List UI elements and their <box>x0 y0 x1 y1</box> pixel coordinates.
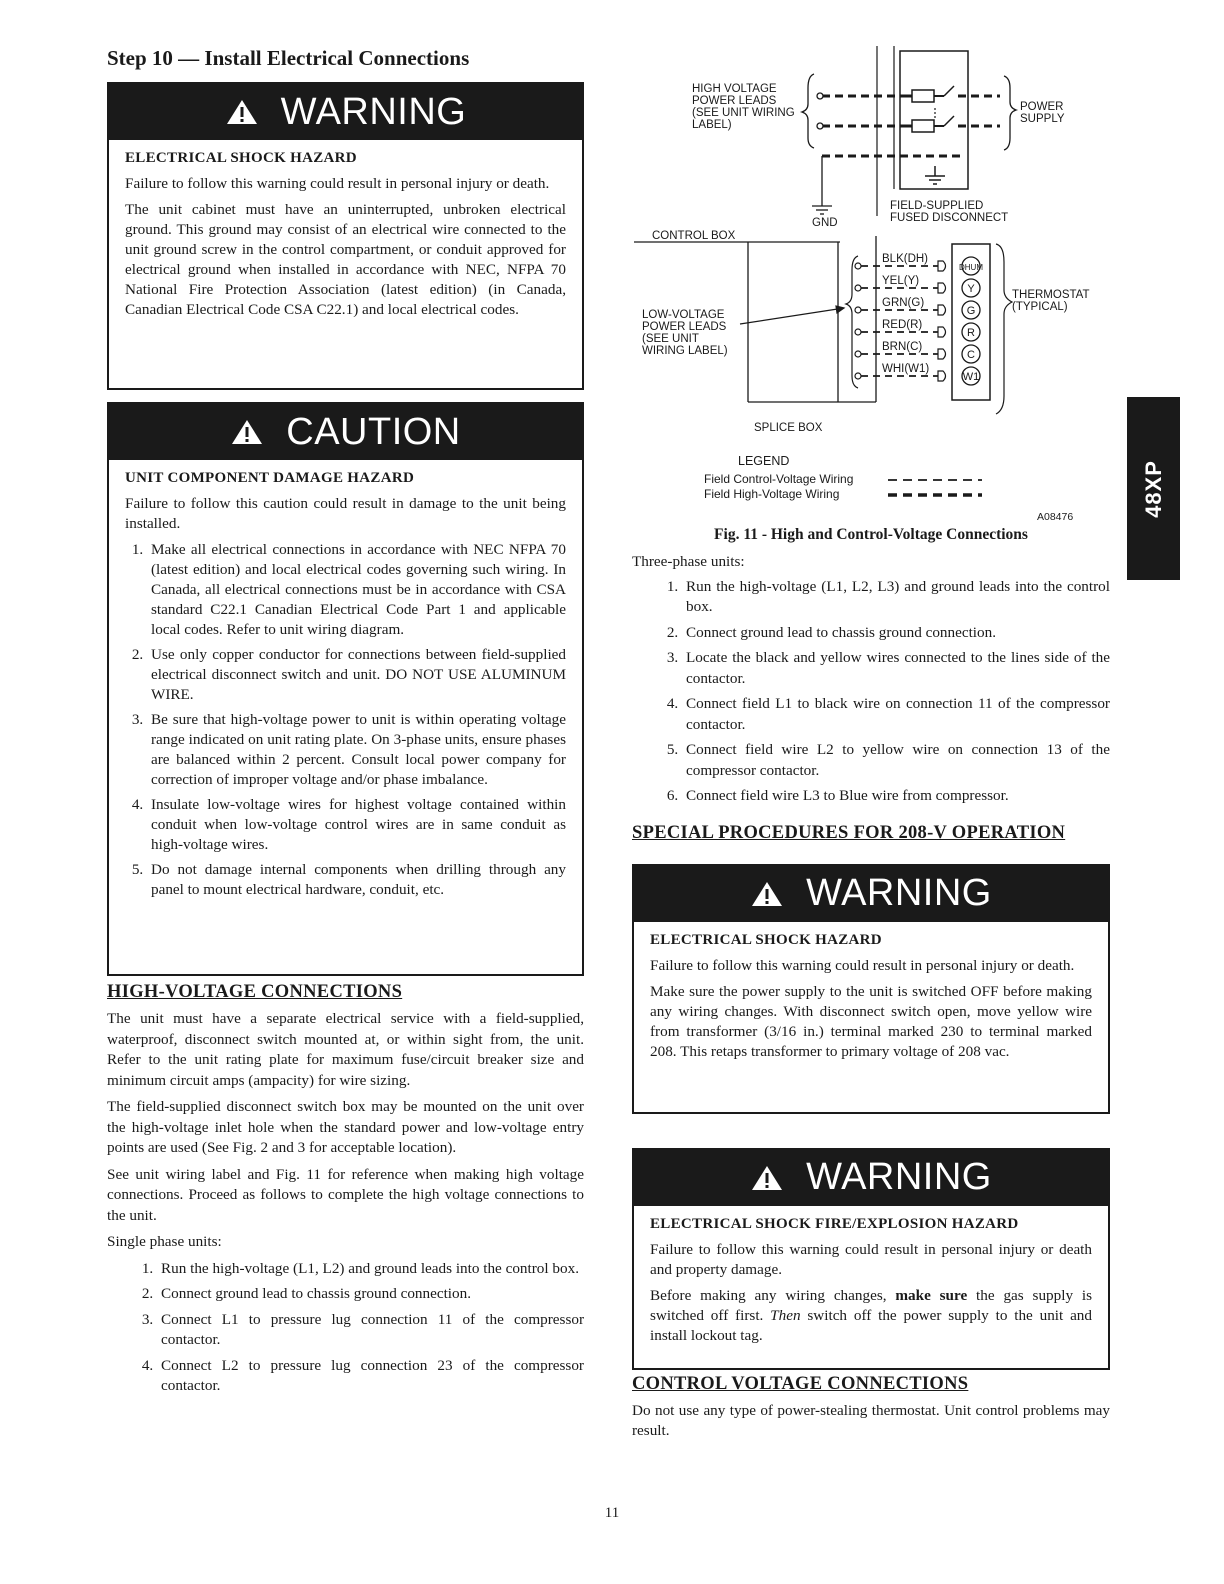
wire-color-label: YEL(Y) <box>882 275 920 287</box>
warning-subtitle: ELECTRICAL SHOCK HAZARD <box>650 931 882 948</box>
hv-connections-body <box>107 1009 584 1397</box>
warning-paragraph-lockout <box>650 1286 1092 1346</box>
wire-color-label: WHI(W1) <box>882 363 930 375</box>
hv-connections-heading: HIGH-VOLTAGE CONNECTIONS <box>107 982 403 1002</box>
list-item: 3. Be sure that high-voltage power to unit is within operating voltage range indicated on unit rating plate. On 3-phase units, ensure phases are balanced within 2 percent. Consult local power company for correction of improper voltage and/or phase imbalance. <box>147 710 566 790</box>
hv-leads-label: (SEE UNIT WIRING <box>692 107 795 119</box>
three-phase-list <box>632 577 1110 807</box>
warning-subtitle: ELECTRICAL SHOCK FIRE/EXPLOSION HAZARD <box>650 1215 1019 1232</box>
power-supply-label: POWER <box>1020 101 1064 113</box>
warning-paragraph: The unit cabinet must have an uninterrupted, unbroken electrical ground. This ground may consist of an electrical wire connected to the unit ground screw in the control compartment, or conduit approved for electrical ground when installed in accordance with NEC, NFPA 70 National Fire Protection Association (latest edition) (in Canada, Canadian Electrical Code CSA C22.1) and local electrical codes. <box>125 201 566 318</box>
figure-caption: Fig. 11 - High and Control-Voltage Connections <box>714 526 1028 543</box>
hv-leads-label: HIGH VOLTAGE <box>692 83 777 95</box>
step-title: Step 10 — Install Electrical Connections <box>107 46 470 70</box>
warning-paragraph: Failure to follow this warning could result in personal injury or death. <box>650 956 1075 974</box>
emphasis-text: make sure <box>895 1286 968 1304</box>
warning-box-208v <box>632 864 1110 1114</box>
terminal-label: Y <box>967 283 975 295</box>
caution-header-text: CAUTION <box>286 410 461 453</box>
left-column <box>107 46 584 1402</box>
warning-triangle-icon <box>750 1164 784 1192</box>
list-item: 2. Connect ground lead to chassis ground connection. <box>157 1284 584 1305</box>
text-run: Before making any wiring changes, <box>650 1286 896 1304</box>
warning-box-electrical-shock <box>107 82 584 390</box>
warning-box-fire-explosion <box>632 1148 1110 1370</box>
hv-leads-label: POWER LEADS <box>692 95 777 107</box>
list-item: 3. Locate the black and yellow wires connected to the lines side of the contactor. <box>682 648 1110 689</box>
warning-header-text: WARNING <box>806 872 992 914</box>
wire-color-label: RED(R) <box>882 319 923 331</box>
model-side-tab-label: 48XP <box>1140 459 1166 518</box>
caution-box-component-damage <box>107 402 584 976</box>
special-procedures-heading: SPECIAL PROCEDURES FOR 208-V OPERATION <box>632 822 1066 843</box>
lv-leads-label: LOW-VOLTAGE <box>642 309 725 321</box>
list-item: 5. Do not damage internal components when drilling through any panel to mount electrical hardware, conduit, etc. <box>147 860 566 900</box>
wire-row <box>855 253 983 275</box>
lv-leads-label: WIRING LABEL) <box>642 345 728 357</box>
lv-leads-label: POWER LEADS <box>642 321 727 333</box>
wire-row <box>855 275 980 297</box>
hv-paragraph: See unit wiring label and Fig. 11 for reference when making high voltage connections. Proceed as follows to complete the high voltage connections to the unit. <box>107 1165 584 1224</box>
caution-triangle-icon <box>230 418 264 446</box>
model-side-tab <box>1127 397 1180 580</box>
legend-high-label: Field High-Voltage Wiring <box>704 487 840 501</box>
list-item: 5. Connect field wire L2 to yellow wire on connection 13 of the compressor contactor. <box>682 740 1110 781</box>
terminal-label: R <box>967 327 975 339</box>
warning-triangle-icon <box>750 880 784 908</box>
warning-paragraph: Failure to follow this warning could result in personal injury or death. <box>125 175 550 192</box>
list-item: 2. Connect ground lead to chassis ground connection. <box>682 623 1110 644</box>
caution-list <box>125 540 566 900</box>
warning-header-text: WARNING <box>280 90 467 133</box>
disconnect-label: FIELD-SUPPLIED <box>890 200 984 212</box>
legend-control-label: Field Control-Voltage Wiring <box>704 472 854 486</box>
warning-header <box>634 1150 1108 1206</box>
list-item: 1. Run the high-voltage (L1, L2, L3) and ground leads into the control box. <box>682 577 1110 618</box>
single-phase-list <box>107 1259 584 1397</box>
hv-paragraph: The field-supplied disconnect switch box may be mounted on the unit over the high-voltage inlet hole when the standard power and low-voltage entry points are used (See Fig. 2 and 3 for acceptable location). <box>107 1098 584 1156</box>
power-supply-label: SUPPLY <box>1020 113 1065 125</box>
page-number: 11 <box>604 1505 620 1521</box>
terminal-label: W1 <box>962 371 980 383</box>
wire-row <box>855 319 980 341</box>
figure-id: A08476 <box>1037 511 1074 523</box>
warning-body <box>634 922 1108 1078</box>
warning-body <box>634 1206 1108 1362</box>
warning-header-text: WARNING <box>806 1156 992 1198</box>
warning-header <box>634 866 1108 922</box>
list-item: 4. Connect L2 to pressure lug connection 23 of the compressor contactor. <box>157 1356 584 1397</box>
splice-box-label: SPLICE BOX <box>754 422 823 434</box>
wire-row <box>855 297 980 319</box>
control-wire-rows <box>855 253 983 385</box>
disconnect-label: FUSED DISCONNECT <box>890 212 1009 224</box>
control-voltage-text: Do not use any type of power-stealing thermostat. Unit control problems may result. <box>632 1401 1110 1439</box>
list-item: 4. Insulate low-voltage wires for highest voltage contained within conduit when low-voltage control wires are in same conduit as high-voltage wires. <box>147 795 566 855</box>
list-item: 2. Use only copper conductor for connections between field-supplied electrical disconnect switch and unit. DO NOT USE ALUMINUM WIRE. <box>147 645 566 705</box>
control-voltage-heading: CONTROL VOLTAGE CONNECTIONS <box>632 1373 969 1394</box>
warning-body <box>109 140 582 336</box>
hv-paragraph: The unit must have a separate electrical service with a field-supplied, waterproof, disconnect switch mounted at, or within sight from, the unit. Refer to the unit rating plate for maximum fuse/circuit breaker size and minimum circuit amps (ampacity) for wire sizing. <box>107 1010 584 1089</box>
italic-text: Then <box>770 1306 801 1324</box>
wiring-diagram <box>632 46 1110 524</box>
fused-disconnect <box>877 46 968 216</box>
warning-subtitle: ELECTRICAL SHOCK HAZARD <box>125 150 357 166</box>
thermostat-label: THERMOSTAT <box>1012 289 1090 301</box>
wire-color-label: BLK(DH) <box>882 253 929 265</box>
warning-header <box>109 84 582 140</box>
text-run: switch off the power supply to the unit and install lockout tag. <box>650 1306 1092 1344</box>
warning-paragraph: Failure to follow this warning could result in personal injury or death and property damage. <box>650 1240 1092 1278</box>
gnd-label: GND <box>812 217 838 229</box>
warning-triangle-icon <box>225 98 259 126</box>
legend-title: LEGEND <box>738 454 790 468</box>
list-item: 1. Run the high-voltage (L1, L2) and ground leads into the control box. <box>157 1259 584 1280</box>
text-run: the gas supply is switched off first. <box>650 1286 1093 1324</box>
caution-subtitle: UNIT COMPONENT DAMAGE HAZARD <box>125 470 415 486</box>
caution-header <box>109 404 582 460</box>
list-item: 4. Connect field L1 to black wire on connection 11 of the compressor contactor. <box>682 694 1110 735</box>
hv-leads-label: LABEL) <box>692 119 732 131</box>
three-phase-label: Three-phase units: <box>632 553 745 570</box>
terminal-label: C <box>967 349 975 361</box>
single-phase-label: Single phase units: <box>107 1233 222 1250</box>
caution-body <box>109 460 582 915</box>
three-phase-section <box>632 552 1110 807</box>
list-item: 1. Make all electrical connections in accordance with NEC NFPA 70 (latest edition) and local electrical codes governing such wiring. In Canada, all electrical connections must be in accordance with CSA standard C22.1 Canadian Electrical Code Part 1 and applicable local codes. Refer to unit wiring diagram. <box>147 540 566 640</box>
wire-color-label: BRN(C) <box>882 341 923 353</box>
wire-row <box>855 363 980 385</box>
control-box-label: CONTROL BOX <box>652 230 736 242</box>
list-item: 3. Connect L1 to pressure lug connection 11 of the compressor contactor. <box>157 1310 584 1351</box>
right-column <box>632 520 1110 1442</box>
list-item: 6. Connect field wire L3 to Blue wire from compressor. <box>682 786 1110 807</box>
lv-leads-label: (SEE UNIT <box>642 333 699 345</box>
terminal-label: DHUM <box>959 263 983 272</box>
wire-color-label: GRN(G) <box>882 297 925 309</box>
thermostat-label: (TYPICAL) <box>1012 301 1068 313</box>
caution-paragraph: Failure to follow this caution could result in damage to the unit being installed. <box>125 495 566 532</box>
wire-row <box>855 341 980 363</box>
warning-paragraph: Make sure the power supply to the unit is switched OFF before making any wiring changes. With disconnect switch open, move yellow wire from transformer (3/16 in.) terminal marked 230 to terminal marked 208. This retaps transformer to primary voltage of 208 vac. <box>650 982 1092 1060</box>
terminal-label: G <box>966 305 976 317</box>
